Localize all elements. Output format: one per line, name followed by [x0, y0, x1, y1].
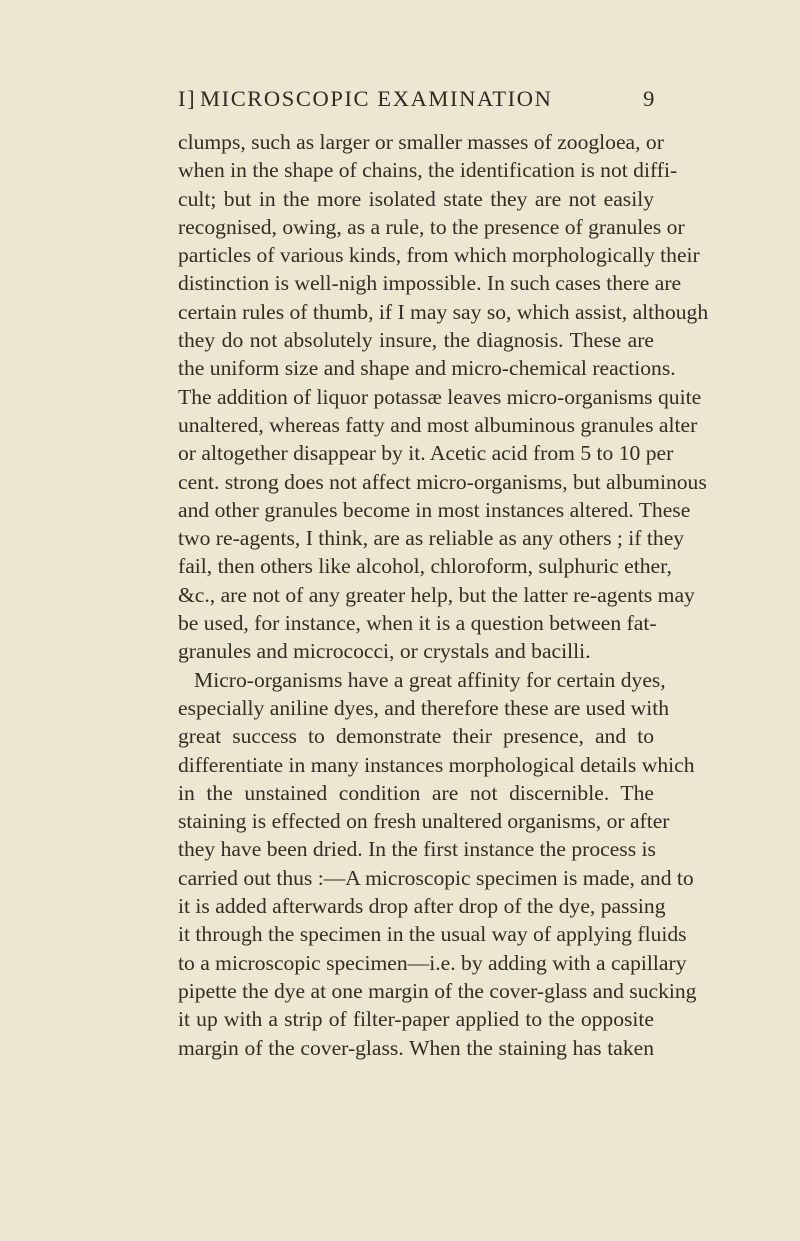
text-line: especially aniline dyes, and therefore these are used with: [178, 695, 670, 720]
text-line: it up with a strip of filter-paper applied to the opposite: [178, 1007, 654, 1032]
text-line: The addition of liquor potassæ leaves micro-organisms quite: [178, 384, 702, 409]
text-line: recognised, owing, as a rule, to the presence of granules or: [178, 214, 685, 239]
page-number: 9: [643, 86, 656, 111]
running-title: MICROSCOPIC EXAMINATION: [200, 86, 553, 111]
text-line: carried out thus :—A microscopic specimen is made, and to: [178, 865, 694, 890]
text-line: &c., are not of any greater help, but the latter re-agents may: [178, 582, 695, 607]
text-line: margin of the cover-glass. When the staining has taken: [178, 1035, 654, 1060]
text-line: they do not absolutely insure, the diagnosis. These are: [178, 328, 654, 353]
running-header: [178, 86, 656, 118]
text-line: Micro-organisms have a great affinity for certain dyes,: [194, 667, 666, 692]
text-line: and other granules become in most instances altered. These: [178, 497, 691, 522]
text-line: staining is effected on fresh unaltered organisms, or after: [178, 809, 670, 834]
text-line: unaltered, whereas fatty and most albuminous granules alter: [178, 412, 698, 437]
text-line: pipette the dye at one margin of the cover-glass and sucking: [178, 978, 697, 1003]
text-line: distinction is well-nigh impossible. In such cases there are: [178, 271, 682, 296]
chapter-number: I]: [178, 86, 197, 111]
body-text: [178, 128, 709, 1062]
text-line: cult; but in the more isolated state they are not easily: [178, 186, 654, 211]
text-line: certain rules of thumb, if I may say so, which assist, although: [178, 299, 709, 324]
text-line: cent. strong does not affect micro-organisms, but albuminous: [178, 469, 707, 494]
text-line: when in the shape of chains, the identification is not diffi-: [178, 158, 678, 183]
text-line: two re-agents, I think, are as reliable as any others ; if they: [178, 526, 685, 551]
text-line: granules and micrococci, or crystals and bacilli.: [178, 639, 591, 664]
text-line: they have been dried. In the first instance the process is: [178, 837, 656, 862]
text-line: fail, then others like alcohol, chloroform, sulphuric ether,: [178, 554, 672, 579]
text-line: clumps, such as larger or smaller masses of zoogloea, or: [178, 130, 664, 154]
text-line: particles of various kinds, from which morphologically their: [178, 243, 700, 268]
text-line: it through the specimen in the usual way of applying fluids: [178, 922, 687, 947]
text-line: differentiate in many instances morphological details which: [178, 752, 695, 777]
text-line: in the unstained condition are not discernible. The: [178, 780, 654, 805]
text-line: it is added afterwards drop after drop of the dye, passing: [178, 894, 666, 919]
text-line: to a microscopic specimen—i.e. by adding with a capillary: [178, 950, 687, 975]
text-line: the uniform size and shape and micro-chemical reactions.: [178, 356, 676, 381]
text-line: great success to demonstrate their presence, and to: [178, 724, 654, 749]
text-line: be used, for instance, when it is a question between fat-: [178, 611, 657, 636]
text-line: or altogether disappear by it. Acetic acid from 5 to 10 per: [178, 441, 674, 466]
